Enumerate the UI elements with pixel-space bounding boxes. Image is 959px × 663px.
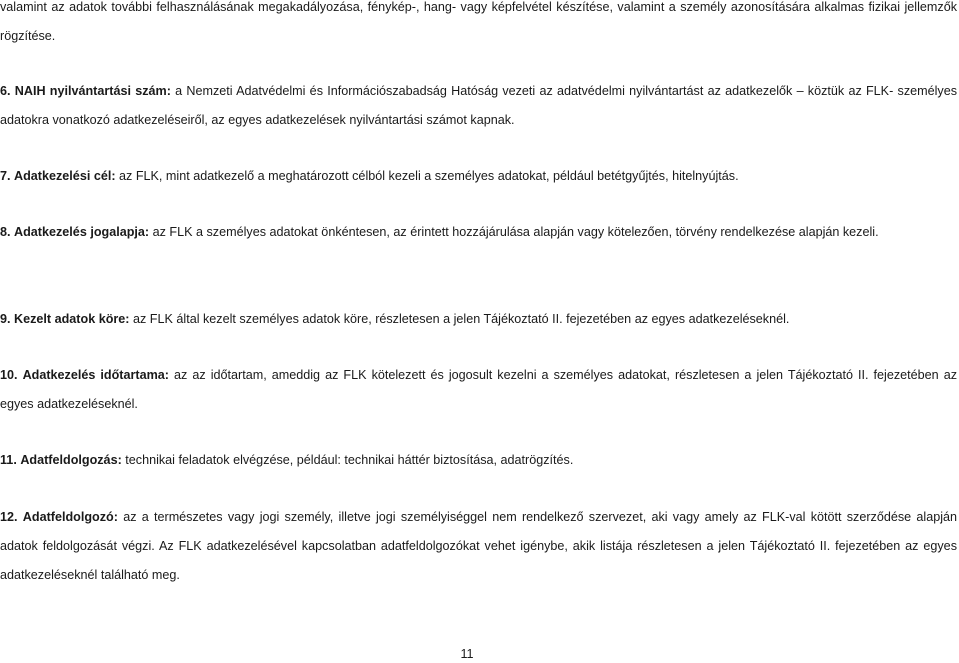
paragraph-text: valamint az adatok további felhasználásának megakadályozása, fénykép-, hang- vagy képfelvétel készítése, valamint a személy azonosítására alkalmas fizikai jellemzők rögzítése. bbox=[0, 0, 957, 43]
item-number: 6. bbox=[0, 84, 11, 98]
item-text: technikai feladatok elvégzése, például: technikai háttér biztosítása, adatrögzítés. bbox=[125, 453, 574, 467]
item-number: 11. bbox=[0, 453, 17, 467]
item-term: Adatfeldolgozás: bbox=[20, 453, 122, 467]
paragraph-item-12 bbox=[0, 503, 957, 590]
item-text: a Nemzeti Adatvédelmi és Információszabadság Hatóság vezeti az adatvédelmi nyilvántartást az adatkezelők – köztük az FLK- személyes adatokra vonatkozó adatkezeléseiről, az egyes adatkezelések nyilvántartási számot kapnak. bbox=[0, 84, 958, 127]
item-text: az a természetes vagy jogi személy, illetve jogi személyiséggel nem rendelkező szervezet, aki vagy amely az FLK-val kötött szerződése alapján adatok feldolgozását végzi. Az FLK adatkezelésével kapcsolatban adatfeldolgozókat vehet igénybe, akik listája részletesen a jelen Tájékoztató II. fejezetében az egyes adatkezeléseknél található meg. bbox=[0, 510, 958, 582]
paragraph-item-8 bbox=[0, 218, 957, 247]
item-term: Adatkezelés időtartama: bbox=[22, 368, 169, 382]
item-number: 10. bbox=[0, 368, 18, 382]
item-text: az FLK által kezelt személyes adatok köre, részletesen a jelen Tájékoztató II. fejezetében az egyes adatkezeléseknél. bbox=[133, 312, 790, 326]
item-term: Adatkezelés jogalapja: bbox=[14, 225, 150, 239]
paragraph-item-6 bbox=[0, 77, 957, 135]
item-number: 12. bbox=[0, 510, 18, 524]
item-number: 7. bbox=[0, 169, 11, 183]
item-number: 8. bbox=[0, 225, 11, 239]
item-term: NAIH nyilvántartási szám: bbox=[14, 84, 171, 98]
item-term: Adatfeldolgozó: bbox=[22, 510, 118, 524]
paragraph-item-7 bbox=[0, 162, 957, 191]
page-number: 11 bbox=[460, 647, 474, 661]
item-text: az FLK, mint adatkezelő a meghatározott célból kezeli a személyes adatokat, például betétgyűjtés, hitelnyújtás. bbox=[119, 169, 739, 183]
item-number: 9. bbox=[0, 312, 11, 326]
item-text: az az időtartam, ameddig az FLK kötelezett és jogosult kezelni a személyes adatokat, részletesen a jelen Tájékoztató II. fejezetében az egyes adatkezeléseknél. bbox=[0, 368, 957, 411]
paragraph-intro-continuation bbox=[0, 0, 957, 51]
item-term: Kezelt adatok köre: bbox=[14, 312, 130, 326]
item-term: Adatkezelési cél: bbox=[14, 169, 116, 183]
paragraph-item-11 bbox=[0, 446, 957, 475]
item-text: az FLK a személyes adatokat önkéntesen, az érintett hozzájárulása alapján vagy kötelezően, törvény rendelkezése alapján kezeli. bbox=[152, 225, 879, 239]
paragraph-item-10 bbox=[0, 361, 957, 419]
paragraph-item-9 bbox=[0, 305, 957, 334]
